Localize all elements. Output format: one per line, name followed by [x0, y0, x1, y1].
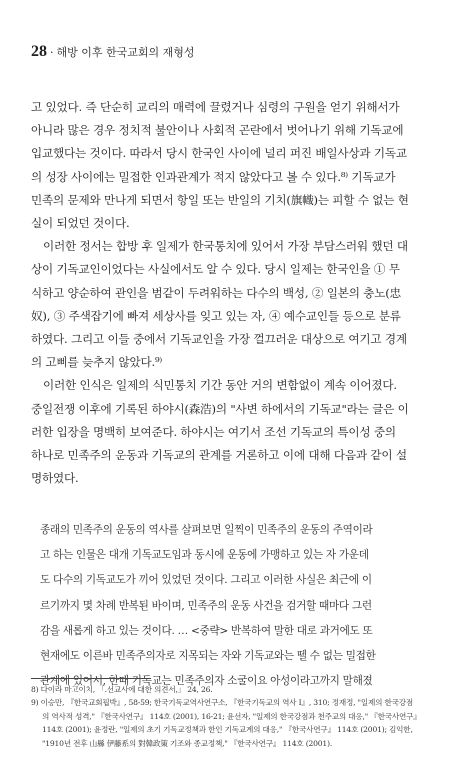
body-line: 명하였다.	[31, 471, 79, 486]
quote-line: 르기까지 몇 차례 반복된 바이며, 민족주의 운동 사건을 검거할 때마다 그런	[40, 599, 372, 612]
footnote-9-continued: "1910년 전후 山縣 伊藤系의 對韓政策 기조와 종교정책," 『한국사연구』 114호 (2001).	[42, 738, 333, 748]
quote-line: 관계에 있어서, 한때 기독교는 민족주의자 소굴이요 아성이라고까지 말해졌	[40, 675, 373, 688]
page-number: 28	[31, 43, 47, 60]
body-line: 奴), ③ 주색잡기에 빠져 세상사를 잊고 있는 자, ④ 예수교인들 등으로 분류	[31, 308, 401, 323]
body-line: 식하고 양순하여 관인을 범같이 두려워하는 다수의 백성, ② 일본의 충노(忠	[31, 285, 401, 300]
body-line: 하나로 민족주의 운동과 기독교의 관계를 거론하고 이에 대해 다음과 같이 설	[31, 448, 407, 463]
running-title: 해방 이후 한국교회의 재형성	[56, 46, 195, 59]
quote-line: 고 하는 인물은 대개 기독교도임과 동시에 운동에 가맹하고 있는 자 가운데	[40, 549, 369, 562]
quote-line: 도 다수의 기독교도가 끼어 있었던 것이다. 그리고 이러한 사실은 최근에 이	[40, 574, 372, 587]
header-separator: ·	[50, 46, 54, 59]
footnote-8: 8) 다이라 마고이치, 「.선교사에 대한 의견서,」 24, 26.	[31, 685, 213, 694]
body-line: 실이 되었던 것이다.	[31, 216, 130, 231]
body-line: 상이 기독교인이었다는 사실에서도 알 수 있다. 당시 일제는 한국인을 ① 무	[31, 262, 400, 277]
body-line: 이러한 인식은 일제의 식민통치 기간 동안 거의 변함없이 계속 이어졌다.	[43, 378, 397, 393]
body-line: 입교했다는 것이다. 따라서 당시 한국인 사이에 널리 퍼진 배일사상과 기독교	[31, 146, 407, 161]
footnote-divider	[31, 678, 151, 679]
block-quote	[40, 518, 438, 694]
body-text	[31, 96, 441, 490]
body-line: 아니라 많은 경우 정치적 불안이나 사회적 곤란에서 벗어나기 위해 기독교에	[31, 123, 404, 138]
footnote-9-continued: 의 역사적 성격," 『한국사연구』 114호 (2001), 16-21; 윤선자, "일제의 한국강점과 천주교의 대응," 『한국사연구』	[42, 711, 421, 721]
running-header	[31, 43, 195, 61]
footnote-9: 9) 이승만, 『한국교회핍박』, 58-59; 한국기독교역사연구소, 『한국기독교의 역사 I』, 310; 정재정, "일제의 한국강점	[31, 698, 413, 708]
body-line: 하였다. 그리고 이들 중에서 기독교인을 가장 껄끄러운 대상으로 여기고 경계	[31, 332, 407, 347]
footnotes	[31, 683, 443, 750]
body-line: 고 있었다. 즉 단순히 교리의 매력에 끌렸거나 심령의 구원을 얻기 위해서가	[31, 100, 400, 114]
body-line: 이러한 정서는 합방 후 일제가 한국통치에 있어서 가장 부담스러워 했던 대	[43, 239, 408, 254]
quote-line: 감을 새롭게 하고 있는 것이다. … <중략> 반복하여 말한 대로 과거에도 또	[40, 624, 373, 637]
body-line: 의 성장 사이에는 밀접한 인과관계가 적지 않았다고 볼 수 있다.⁸⁾ 기독교가	[31, 169, 396, 184]
body-line: 중일전쟁 이후에 기록된 하야시(森浩)의 "사변 하에서의 기독교"라는 글은 이	[31, 401, 409, 416]
body-line: 러한 입장을 명백히 보여준다. 하야시는 여기서 조선 기독교의 특이성 중의	[31, 424, 396, 439]
body-line: 의 고삐를 늦추지 않았다.⁹⁾	[31, 355, 163, 370]
body-line: 민족의 문제와 만나게 되면서 항일 또는 반일의 기치(旗幟)는 피할 수 없는 현	[31, 192, 409, 207]
footnote-9-continued: 114호 (2001); 윤정란, "일제의 초기 기독교정책과 한인 기독교계의 대응," 『한국사연구』 114호 (2001); 김익한,	[42, 725, 413, 735]
quote-line: 종래의 민족주의 운동의 역사를 살펴보면 일찍이 민족주의 운동의 주역이라	[40, 524, 373, 536]
quote-line: 현재에도 이른바 민족주의자로 지목되는 자와 기독교와는 뗄 수 없는 밀접한	[40, 650, 376, 663]
